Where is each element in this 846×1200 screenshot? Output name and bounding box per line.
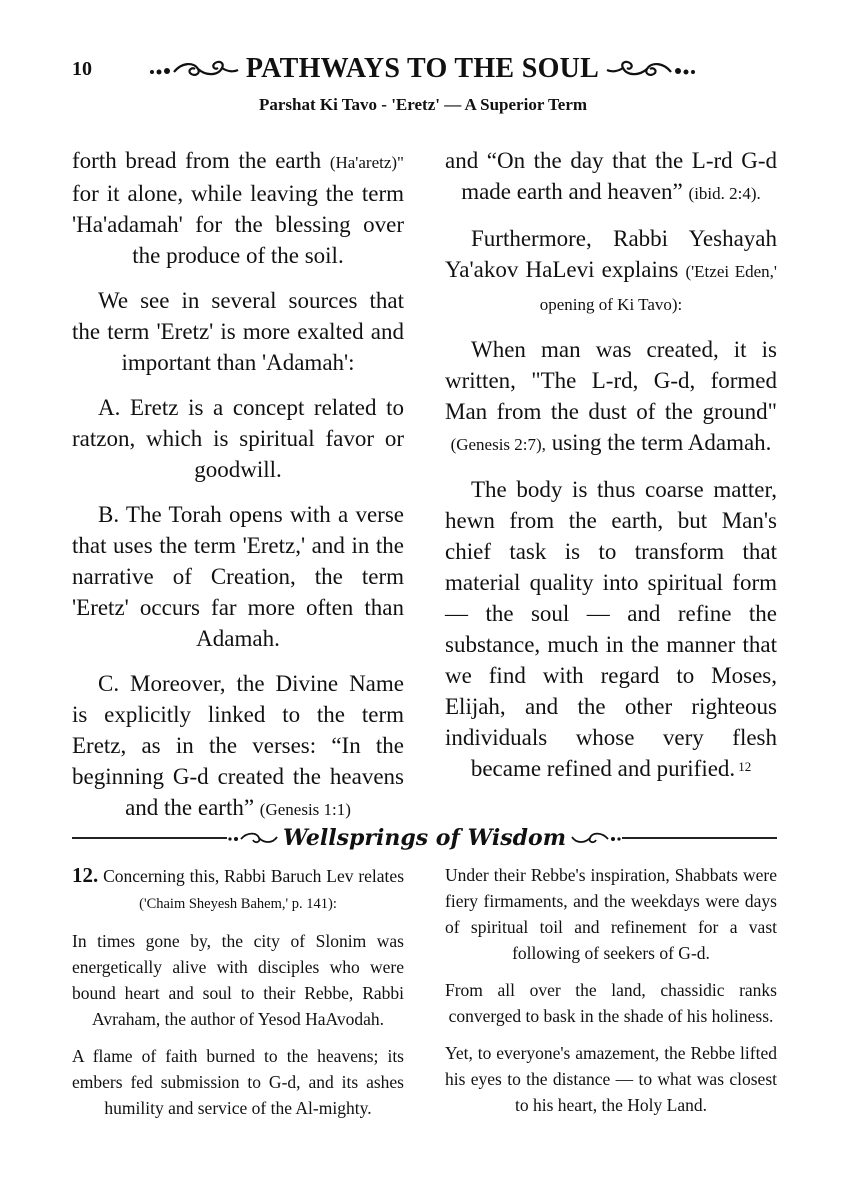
- paragraph: We see in several sources that the term 'Eretz' is more exalted and important than 'Adamah':: [72, 288, 404, 375]
- citation: (ibid. 2:4).: [688, 184, 761, 203]
- paragraph: forth bread from the earth (Ha'aretz)" for it alone, while leaving the term 'Ha'adamah' for the blessing over the produce of the soil.: [72, 148, 404, 268]
- paragraph: C. Moreover, the Divine Name is explicitly linked to the term Eretz, as in the verses: “In the beginning G-d created the heavens and the earth” (Genesis 1:1): [72, 671, 404, 820]
- citation: (Genesis 2:7),: [450, 435, 546, 454]
- divider-line: [72, 837, 227, 839]
- running-header: [130, 52, 715, 86]
- paragraph: B. The Torah opens with a verse that uses the term 'Eretz,' and in the narrative of Creation, the term 'Eretz' occurs far more often than Adamah.: [72, 502, 404, 651]
- footnote-number: 12.: [72, 863, 99, 887]
- paragraph: and “On the day that the L-rd G-d made earth and heaven” (ibid. 2:4).: [445, 148, 777, 204]
- citation: (Genesis 1:1): [259, 800, 351, 819]
- footnote-paragraph: 12. Concerning this, Rabbi Baruch Lev relates ('Chaim Sheyesh Bahem,' p. 141):: [72, 863, 404, 912]
- section-divider: [72, 823, 777, 853]
- paragraph: A. Eretz is a concept related to ratzon, which is spiritual favor or goodwill.: [72, 395, 404, 482]
- citation: ('Etzei Eden,' opening of Ki Tavo):: [539, 262, 777, 314]
- footnote-paragraph: Under their Rebbe's inspiration, Shabbats were fiery firmaments, and the weekdays were days of spiritual toil and refinement for a vast following of seekers of G-d.: [445, 865, 777, 963]
- footnote-left-column: [72, 862, 404, 1132]
- citation: ('Chaim Sheyesh Bahem,' p. 141):: [139, 896, 337, 912]
- scroll-ornament-left-icon: [148, 58, 240, 80]
- footnote-right-column: [445, 862, 777, 1129]
- footnote-paragraph: Yet, to everyone's amazement, the Rebbe lifted his eyes to the distance — to what was closest to his heart, the Holy Land.: [445, 1043, 777, 1115]
- footnote-paragraph: A flame of faith burned to the heavens; its embers fed submission to G-d, and its ashes humility and service of the Al-mighty.: [72, 1046, 404, 1118]
- paragraph: When man was created, it is written, "The L-rd, G-d, formed Man from the dust of the ground" (Genesis 2:7), using the term Adamah.: [445, 337, 777, 455]
- footnote-paragraph: From all over the land, chassidic ranks converged to bask in the shade of his holiness.: [445, 980, 777, 1026]
- footnote-paragraph: In times gone by, the city of Slonim was energetically alive with disciples who were bound heart and soul to their Rebbe, Rabbi Avraham, the author of Yesod HaAvodah.: [72, 931, 404, 1029]
- divider-line: [622, 837, 777, 839]
- scroll-ornament-right-icon: [605, 58, 697, 80]
- footnote-reference[interactable]: 12: [738, 759, 752, 774]
- citation: (Ha'aretz)": [329, 153, 404, 172]
- page-number: 10: [72, 58, 92, 80]
- scroll-ornament-right-icon: [570, 830, 622, 846]
- section-label: Wellsprings of Wisdom: [283, 825, 566, 851]
- scroll-ornament-left-icon: [227, 830, 279, 846]
- chapter-subtitle: Parshat Ki Tavo - 'Eretz' — A Superior Term: [258, 95, 588, 114]
- paragraph: Furthermore, Rabbi Yeshayah Ya'akov HaLevi explains ('Etzei Eden,' opening of Ki Tavo):: [445, 226, 777, 314]
- right-column: [445, 145, 777, 798]
- paragraph: The body is thus coarse matter, hewn from the earth, but Man's chief task is to transform that material quality into spiritual form — the soul — and refine the substance, much in the manner that we find with regard to Moses, Elijah, and the other righteous individuals whose very flesh became refined and purified. $^{12}$: [445, 477, 777, 781]
- book-title: PATHWAYS TO THE SOUL: [245, 53, 600, 84]
- left-column: [72, 145, 404, 839]
